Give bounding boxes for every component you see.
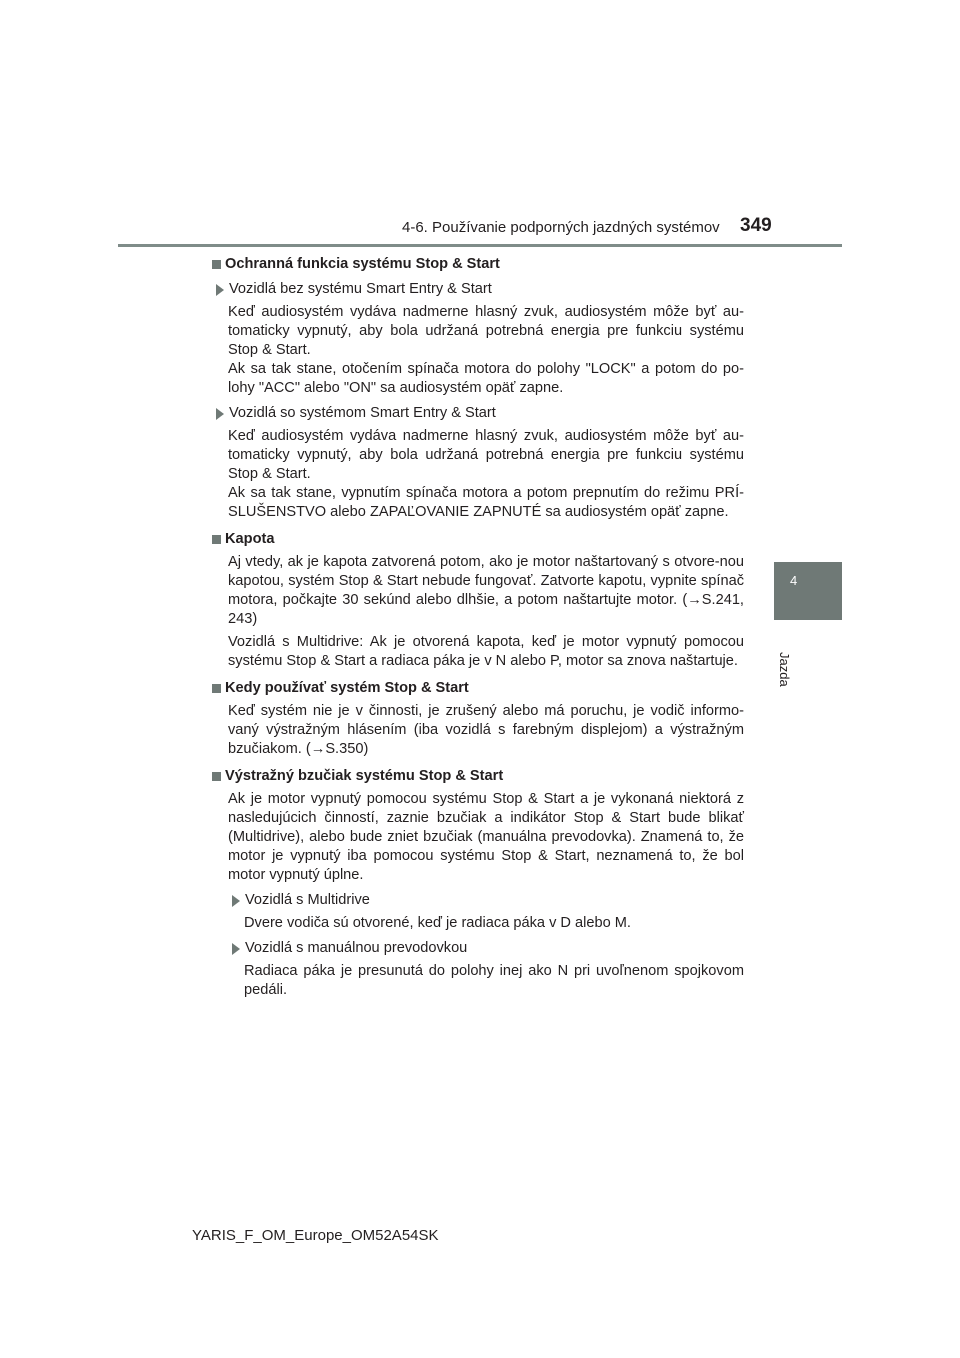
page-number: 349 xyxy=(740,215,772,236)
paragraph: Dvere vodiča sú otvorené, keď je radiaca páka v D alebo M. xyxy=(244,915,631,931)
page-content xyxy=(212,255,744,1000)
square-bullet-icon xyxy=(212,535,221,544)
square-bullet-icon xyxy=(212,772,221,781)
paragraph: Keď systém nie je v činnosti, je zrušený alebo má poruchu, je vodič informo-vaný výstražným hlásením (iba vozidlá s farebným displejom) a výstražným bzučiakom. (→S.350) xyxy=(228,703,744,757)
paragraph: Keď audiosystém vydáva nadmerne hlasný zvuk, audiosystém môže byť au-tomaticky vypnutý, aby bola udržaná potrebná energia pre funkciu systému Stop & Start. xyxy=(228,428,744,482)
square-bullet-icon xyxy=(212,684,221,693)
subsection-label: Vozidlá so systémom Smart Entry & Start xyxy=(212,404,744,423)
paragraph: Keď audiosystém vydáva nadmerne hlasný zvuk, audiosystém môže byť au-tomaticky vypnutý, aby bola udržaná potrebná energia pre funkciu systému Stop & Start. xyxy=(228,304,744,358)
nested-items xyxy=(212,891,744,1000)
header-divider xyxy=(118,244,842,247)
section-heading: Kapota xyxy=(212,530,744,549)
subsection-label: Vozidlá s manuálnou prevodovkou xyxy=(228,939,744,958)
triangle-bullet-icon xyxy=(232,895,240,907)
section-heading: Ochranná funkcia systému Stop & Start xyxy=(212,255,744,274)
paragraph: Aj vtedy, ak je kapota zatvorená potom, ako je motor naštartovaný s otvore-nou kapotou, systém Stop & Start nebude fungovať. Zatvorte kapotu, vypnite spínač motora, počkajte 30 sekúnd alebo dlhšie, a potom naštartujte motor. (→S.241, 243) xyxy=(228,554,744,627)
chapter-label: Jazda xyxy=(777,652,792,687)
paragraph: Ak je motor vypnutý pomocou systému Stop & Start a je vykonaná niektorá z nasledujúcich činností, zaznie bzučiak a indikátor Stop & Start bude blikať (Multidrive), alebo bude zniet bzučiak (manuálna prevodovka). Znamená to, že motor je vypnutý iba pomocou systému Stop & Start, neznamená to, že bol motor vypnutý úplne. xyxy=(228,791,744,883)
paragraph: Ak sa tak stane, vypnutím spínača motora a potom prepnutím do režimu PRÍ-SLUŠENSTVO alebo ZAPAĽOVANIE ZAPNUTÉ sa audiosystém opäť zapne. xyxy=(228,485,744,520)
chapter-number: 4 xyxy=(790,573,798,588)
document-id-footer: YARIS_F_OM_Europe_OM52A54SK xyxy=(192,1227,439,1244)
chapter-tab xyxy=(774,562,842,620)
paragraph: Radiaca páka je presunutá do polohy inej ako N pri uvoľnenom spojkovom pedáli. xyxy=(244,963,744,998)
square-bullet-icon xyxy=(212,260,221,269)
paragraph: Vozidlá s Multidrive: Ak je otvorená kapota, keď je motor vypnutý pomocou systému Stop & Start a radiaca páka je v N alebo P, motor sa znova naštartuje. xyxy=(228,634,744,669)
running-header-section-title: 4-6. Používanie podporných jazdných systémov xyxy=(402,219,720,236)
section-heading: Výstražný bzučiak systému Stop & Start xyxy=(212,767,744,786)
paragraph: Ak sa tak stane, otočením spínača motora do polohy "LOCK" a potom do po-lohy "ACC" alebo "ON" sa audiosystém opäť zapne. xyxy=(228,361,744,396)
triangle-bullet-icon xyxy=(216,408,224,420)
triangle-bullet-icon xyxy=(232,943,240,955)
subsection-label: Vozidlá bez systému Smart Entry & Start xyxy=(212,280,744,299)
section-heading: Kedy používať systém Stop & Start xyxy=(212,679,744,698)
subsection-label: Vozidlá s Multidrive xyxy=(228,891,744,910)
triangle-bullet-icon xyxy=(216,284,224,296)
